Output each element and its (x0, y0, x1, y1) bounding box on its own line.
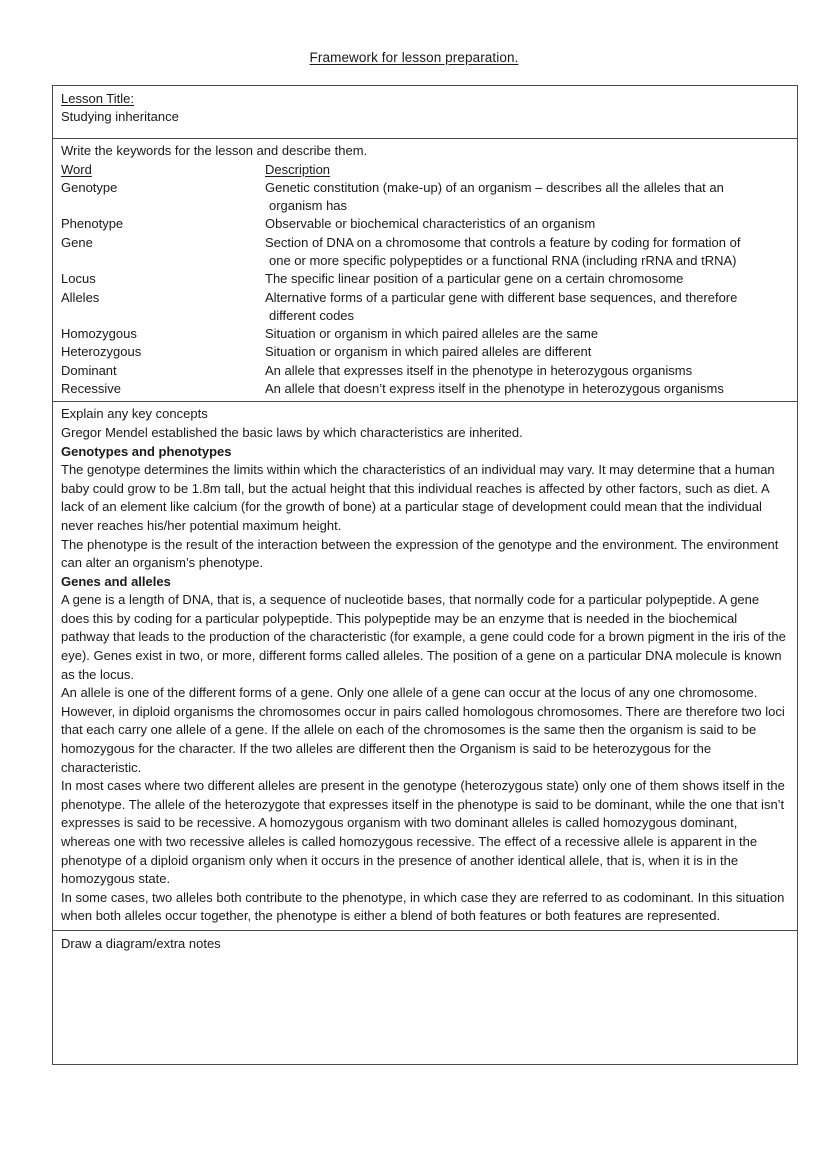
keyword-term: Homozygous (61, 326, 137, 342)
concepts-instruction: Explain any key concepts (61, 406, 208, 422)
concepts-section (53, 402, 797, 931)
lesson-title-label: Lesson Title: (61, 91, 134, 106)
lesson-title-value[interactable]: Studying inheritance (61, 108, 179, 124)
keywords-header-row (61, 161, 789, 179)
keyword-term: Dominant (61, 362, 117, 378)
diagram-instruction: Draw a diagram/extra notes (61, 935, 221, 951)
keyword-definition (263, 289, 789, 326)
column-header-description: Description (265, 161, 331, 177)
keyword-definition-line: organism has (269, 198, 348, 214)
table-row (61, 270, 789, 288)
table-row (61, 380, 789, 398)
keyword-term: Gene (61, 234, 93, 250)
concepts-paragraph: A gene is a length of DNA, that is, a sequence of nucleotide bases, that normally code for a particular polypeptide. A gene does this by coding for a particular polypeptide. This polypeptide may be an enzyme that is needed in the biochemical pathway that leads to the production of the characteristic (for example, a gene could code for a brown pigment in the iris of the eye). Genes exist in two, or more, different forms called alleles. The position of a gene on a particular DNA molecule is known as the locus. (61, 592, 786, 682)
keyword-term: Phenotype (61, 216, 124, 232)
keywords-table (61, 161, 789, 399)
table-row (61, 289, 789, 326)
framework-table (52, 85, 798, 1065)
concepts-heading-genotypes-phenotypes: Genotypes and phenotypes (61, 443, 232, 459)
keyword-definition (263, 179, 789, 216)
keyword-definition-line: Genetic constitution (make-up) of an organism – describes all the alleles that an (265, 179, 724, 195)
keyword-definition-line: Alternative forms of a particular gene with different base sequences, and therefore (265, 289, 738, 305)
table-row (61, 343, 789, 361)
keyword-term: Locus (61, 271, 96, 287)
concepts-paragraph: An allele is one of the different forms of a gene. Only one allele of a gene can occur at the locus of any one chromosome. However, in diploid organisms the chromosomes occur in pairs called homologous chromosomes. There are therefore two loci that each carry one allele of a gene. If the allele on each of the chromosomes is the same then the organism is said to be homozygous for the character. If the two alleles are different then the Organism is said to be heterozygous for the characteristic. (61, 685, 785, 775)
keyword-definition: The specific linear position of a particular gene on a certain chromosome (265, 271, 684, 287)
keyword-definition: An allele that doesn’t express itself in the phenotype in heterozygous organisms (265, 381, 724, 397)
lesson-title-section (53, 86, 797, 139)
keyword-term: Alleles (61, 289, 100, 305)
keyword-definition: An allele that expresses itself in the phenotype in heterozygous organisms (265, 362, 693, 378)
page-title-text: Framework for lesson preparation. (309, 50, 519, 65)
table-row (61, 234, 789, 271)
concepts-heading-genes-alleles: Genes and alleles (61, 573, 171, 589)
concepts-intro: Gregor Mendel established the basic laws by which characteristics are inherited. (61, 424, 523, 440)
keyword-definition: Observable or biochemical characteristics of an organism (265, 216, 596, 232)
concepts-paragraph: In most cases where two different alleles are present in the genotype (heterozygous state) only one of them shows itself in the phenotype. The allele of the heterozygote that expresses itself in the phenotype is said to be dominant, while the one that isn’t expresses is said to be recessive. A homozygous organism with two dominant alleles is called homozygous dominant, whereas one with two recessive alleles is called homozygous recessive. The effect of a recessive allele is apparent in the phenotype of a diploid organism only when it occurs in the presence of another identical allele, that is, when it is in the homozygous state. (61, 778, 785, 887)
keyword-term: Genotype (61, 179, 118, 195)
keyword-definition: Situation or organism in which paired alleles are different (265, 344, 592, 360)
table-row (61, 179, 789, 216)
keywords-section (53, 139, 797, 402)
table-row (61, 362, 789, 380)
column-header-word: Word (61, 161, 92, 177)
page-title (0, 0, 828, 66)
keyword-definition-line: different codes (269, 307, 355, 323)
keyword-term: Heterozygous (61, 344, 142, 360)
keyword-definition-line: one or more specific polypeptides or a functional RNA (including rRNA and tRNA) (269, 252, 737, 268)
diagram-section[interactable] (53, 931, 797, 1064)
keyword-definition: Situation or organism in which paired alleles are the same (265, 326, 599, 342)
keywords-instruction: Write the keywords for the lesson and describe them. (61, 143, 368, 158)
concepts-paragraph: The genotype determines the limits within which the characteristics of an individual may vary. It may determine that a human baby could grow to be 1.8m tall, but the actual height that this individual reaches is affected by other factors, such as diet. A lack of an element like calcium (for the growth of bone) at a particular stage of development could mean that the individual never reaches his/her potential maximum height. (61, 462, 775, 533)
table-row (61, 325, 789, 343)
keyword-definition-line: Section of DNA on a chromosome that controls a feature by coding for formation of (265, 234, 741, 250)
table-row (61, 215, 789, 233)
concepts-paragraph: The phenotype is the result of the interaction between the expression of the genotype and the environment. The environment can alter an organism’s phenotype. (61, 536, 779, 571)
keyword-term: Recessive (61, 381, 121, 397)
concepts-paragraph: In some cases, two alleles both contribute to the phenotype, in which case they are referred to as codominant. In this situation when both alleles occur together, the phenotype is either a blend of both features or both features are represented. (61, 889, 785, 924)
keyword-definition (263, 234, 789, 271)
